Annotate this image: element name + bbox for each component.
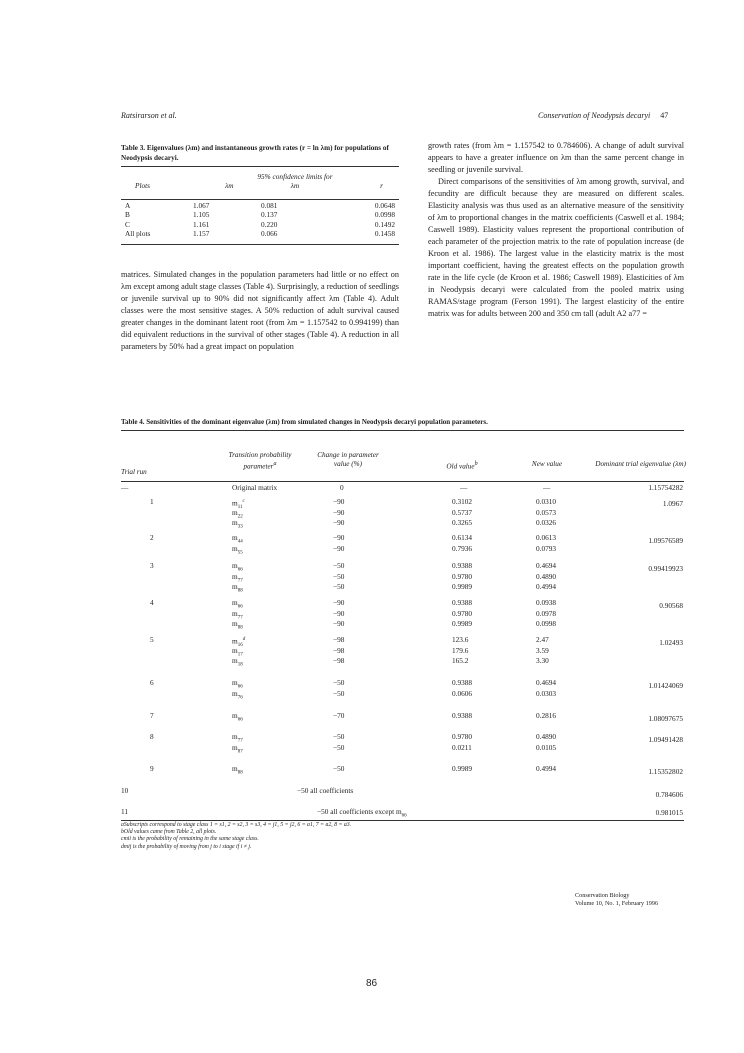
table4-cell: 0.0326 — [536, 518, 557, 528]
table4-cell: −50 — [333, 742, 345, 752]
table4-cell: −50 — [333, 582, 345, 592]
table4-cell: 0.9388 — [452, 711, 473, 720]
table4-col-change: Change in parameter value (%) — [317, 451, 379, 468]
table3-body — [121, 201, 399, 238]
table4-cell: −90 — [333, 507, 345, 517]
param-symbol: m — [232, 543, 238, 553]
right-paragraph-1: growth rates (from λm = 1.157542 to 0.784606). A change of adult survival appears to have a greater influence on λm than the same percent change in seedling or juvenile survival. — [428, 141, 684, 174]
table4-cell: 0.7936 — [452, 543, 473, 553]
table4-title: Table 4. Sensitivities of the dominant eigenvalue (λm) from simulated changes in Neodypsis decaryi population parameters. — [121, 418, 488, 426]
table3-title: Table 3. Eigenvalues (λm) and instantaneous growth rates (r = ln λm) for populations of Neodypsis decaryi. — [121, 144, 389, 162]
table4-eigenvalue: 0.784606 — [655, 790, 683, 799]
table4-cell: 0.4994 — [536, 764, 557, 773]
table4-run: 10 — [121, 786, 129, 795]
table4-all-coefficients: −50 all coefficients — [297, 786, 354, 795]
table3-col-lambda: λm — [225, 181, 234, 191]
param-symbol: m — [232, 678, 238, 687]
journal-name: Conservation Biology — [575, 892, 630, 899]
journal-volume: Volume 10, No. 1, February 1996 — [575, 900, 659, 907]
table4-eigenvalue: 1.0967 — [662, 499, 683, 508]
table4-eigenvalue: 1.01424069 — [648, 681, 683, 690]
table4-cell: 0.0573 — [536, 507, 557, 517]
table4-cell: 3.59 — [536, 645, 549, 655]
table4-col-transition-sup: a — [273, 461, 277, 467]
table4-cell: 0.0211 — [452, 742, 472, 752]
table4-eigenvalue: 1.08097675 — [648, 714, 683, 723]
table4-cell: 0.0606 — [452, 688, 473, 698]
table4-col-old-text: Old value — [446, 462, 475, 471]
table4-cell: 0.0793 — [536, 543, 557, 553]
table4-cell: — — [460, 483, 468, 492]
table4-cell: 0.4890 — [536, 732, 557, 741]
table4-param-cell — [232, 743, 243, 757]
table4-cell: −50 — [333, 571, 345, 581]
table3-cell: 0.081 — [261, 201, 278, 210]
param-subscript: 16 — [237, 642, 243, 648]
table4-run: 6 — [150, 678, 154, 687]
table-row — [121, 210, 399, 219]
page-number: 86 — [366, 978, 378, 989]
table4-cell: −70 — [333, 711, 345, 720]
table4-cell: 0.9388 — [452, 561, 473, 570]
param-symbol: m — [232, 598, 238, 607]
table-row — [121, 220, 399, 229]
footnote-c: cmii is the probability of remaining in the same stage class. — [121, 836, 259, 843]
table4-cell: −90 — [333, 608, 345, 618]
table3-top-rule — [121, 166, 399, 167]
table4-param-cell — [232, 619, 243, 633]
table4-param-cell — [232, 497, 245, 512]
param-subscript: 66 — [237, 684, 243, 690]
param-subscript: 88 — [237, 770, 243, 776]
running-head-species: Neodypsis decaryi — [591, 111, 651, 120]
table4-param-cell — [232, 678, 243, 692]
table4-cell: 0.9989 — [452, 764, 473, 773]
table4-cell: 0.0978 — [536, 608, 557, 618]
right-paragraph-2: Direct comparisons of the sensitivities of λm among growth, survival, and fecundity are difficult because they are measured on different scales. Elasticity analysis was thus used as an alternative measure of the sensitivity of λm to proportional changes in the matrix coefficients (Caswell et al. 1984; Caswell 1989). Elasticity values represent the proportional contribution of each parameter of the projection matrix to the rate of population increase (de Kroon et al. 1986). The largest value in the elasticity matrix is the most important coefficient, having the greatest effects on the population growth rate in the life cycle (de Kroon et al. 1986; Caswell 1989). Elasticities of λm in Neodypsis decaryi were calculated from the pooled matrix using RAMAS/stage program (Ferson 1991). The largest elasticity of the entire matrix was for adults between 200 and 350 cm tall (adult A2 a77 = — [428, 177, 684, 318]
table3-cell: 1.105 — [193, 210, 210, 220]
param-subscript: 77 — [237, 615, 243, 621]
param-symbol: m — [232, 518, 238, 528]
table4-run: 2 — [150, 533, 154, 542]
table4-cell: 0.9780 — [452, 571, 473, 581]
table4-param-cell — [232, 598, 243, 612]
table4-cell: 0.9989 — [452, 582, 473, 592]
table4-param-cell — [232, 635, 245, 650]
table3 — [121, 172, 399, 191]
running-head-authors: Ratsirarson et al. — [121, 111, 177, 120]
table4-param-cell — [232, 689, 243, 703]
table4-param-cell — [232, 572, 243, 586]
table4-cell: −90 — [333, 598, 345, 607]
table4-cell: 123.6 — [452, 635, 469, 644]
table4-col-transition — [222, 451, 298, 471]
param-symbol: m — [232, 711, 238, 720]
table3-header-row — [121, 172, 399, 191]
table3-col-confidence: 95% confidence limits for λm — [257, 172, 333, 191]
table4-param-cell — [232, 561, 243, 575]
footnote-a: aSubscripts correspond to stage class 1 = s1, 2 = s2, 3 = s3, 4 = j1, 5 = j2, 6 = a1, 7 = a2, 8 = a3. — [121, 822, 352, 828]
table4-eigenvalue: 0.99419923 — [648, 564, 683, 573]
param-subscript: 17 — [237, 652, 243, 658]
table4-run: 7 — [150, 711, 154, 720]
table4-eigenvalue: 1.02493 — [659, 638, 683, 647]
param-symbol: m — [232, 645, 238, 655]
table4-param-cell — [232, 711, 243, 725]
table4-run: — — [121, 483, 129, 492]
table4-cell: 0.4694 — [536, 678, 557, 687]
table4-param-cell — [232, 518, 243, 532]
table4-cell: −50 — [333, 732, 345, 741]
table4-cell: −50 — [333, 561, 345, 570]
table4-cell: 179.6 — [452, 645, 469, 655]
table4-cell: 0.0613 — [536, 533, 557, 542]
table3-cell: 0.1492 — [374, 219, 395, 229]
table4-eigenvalue: 1.15754282 — [648, 483, 683, 492]
table4-param-cell — [232, 764, 243, 778]
param-symbol: m — [232, 507, 238, 517]
param-subscript: 44 — [237, 539, 243, 545]
table4-run: 8 — [150, 732, 154, 741]
table4-param-cell — [232, 533, 243, 547]
footnote-d: dmij is the probability of moving from j to i stage if i ≠ j. — [121, 843, 252, 850]
table4-run: 4 — [150, 598, 154, 607]
table4-cell: 0.3265 — [452, 518, 473, 528]
table3-cell: 0.0648 — [374, 201, 395, 210]
param-symbol: m — [232, 533, 238, 542]
table-row — [121, 229, 399, 238]
table3-header-rule — [121, 199, 399, 200]
table4-cell: 0.9388 — [452, 678, 473, 687]
table4-run: 5 — [150, 635, 154, 644]
table4-cell: 0 — [340, 483, 344, 492]
table4-col-new: New value — [531, 460, 563, 468]
param-subscript: 66 — [237, 717, 243, 723]
table4-cell: 165.2 — [452, 656, 469, 666]
param-symbol: m — [232, 582, 238, 592]
table4-cell: 0.2816 — [536, 711, 557, 720]
table4-param-cell — [232, 656, 243, 670]
table4-all-except — [317, 807, 407, 821]
table4-cell: −90 — [333, 518, 345, 528]
table4-col-transition-text: Transition probability parameter — [228, 451, 292, 471]
table4-cell: 0.4694 — [536, 561, 557, 570]
table4-col-old-sup: b — [474, 461, 478, 467]
table3-cell: C — [125, 219, 130, 229]
table4-footnotes — [121, 822, 681, 851]
table3-cell: 0.066 — [261, 228, 278, 238]
table4-cell: −90 — [333, 619, 345, 629]
table3-body-grid — [121, 201, 399, 238]
param-footnote-mark: d — [242, 637, 246, 642]
param-symbol: m — [232, 561, 238, 570]
table4-param-cell — [232, 609, 243, 623]
running-head-page: 47 — [660, 111, 669, 120]
table4-col-old — [442, 460, 482, 471]
table4-run: 1 — [150, 497, 154, 506]
table4-col-dominant: Dominant trial eigenvalue (λm) — [595, 460, 686, 468]
table3-cell: 1.067 — [193, 201, 210, 210]
param-subscript: 11 — [237, 504, 243, 510]
table4-run: 11 — [121, 807, 129, 816]
param-subscript: 55 — [237, 550, 243, 556]
param-subscript: 33 — [237, 524, 243, 530]
running-head-title — [538, 111, 668, 120]
table3-cell: 0.1458 — [374, 228, 395, 238]
table3-col-plots: Plots — [135, 181, 150, 191]
table4-cell: −90 — [333, 543, 345, 553]
param-subscript: 76 — [237, 695, 243, 701]
table4-cell: 0.3102 — [452, 497, 473, 506]
table4-eigenvalue: 1.09576589 — [648, 536, 683, 545]
footnote-b: bOld values came from Table 2, all plots. — [121, 829, 217, 836]
param-subscript: 66 — [401, 813, 407, 819]
table4-cell: 0.5737 — [452, 507, 473, 517]
table4-cell: −98 — [333, 645, 345, 655]
table4-cell: 0.4994 — [536, 582, 557, 592]
table3-cell: 1.161 — [193, 219, 210, 229]
table4-run: 9 — [150, 764, 154, 773]
param-symbol: m — [232, 619, 238, 629]
param-subscript: 88 — [237, 625, 243, 631]
table4-cell: −98 — [333, 635, 345, 644]
param-subscript: 66 — [237, 567, 243, 573]
table3-cell: 1.157 — [193, 228, 210, 238]
param-symbol: m — [232, 732, 238, 741]
table4-col-trial: Trial run — [121, 468, 147, 476]
table4-eigenvalue: 0.90568 — [659, 601, 683, 610]
table3-bottom-rule — [121, 244, 399, 245]
table4-cell: 0.6134 — [452, 533, 473, 542]
param-symbol: m — [232, 608, 238, 618]
param-symbol: m — [232, 742, 238, 752]
table4-cell: 0.4890 — [536, 571, 557, 581]
table-row — [121, 201, 399, 210]
table3-cell: 0.0998 — [374, 210, 395, 220]
table4-cell: −50 — [333, 678, 345, 687]
param-symbol: m — [232, 571, 238, 581]
param-subscript: 22 — [237, 514, 243, 520]
table3-grid — [121, 172, 399, 191]
param-subscript: 18 — [237, 662, 243, 668]
table4-cell: −50 — [333, 764, 345, 773]
table3-cell: 0.220 — [261, 219, 278, 229]
param-symbol: m — [232, 688, 238, 698]
table4-cell: 0.0938 — [536, 598, 557, 607]
journal-footer — [575, 892, 658, 908]
table4-run: 3 — [150, 561, 154, 570]
table4-cell: 0.0998 — [536, 619, 557, 629]
left-column-paragraph: matrices. Simulated changes in the population parameters had little or no effect on λm except among adult stage classes (Table 4). Surprisingly, a reduction of seedlings or juvenile survival up to 90% did not significantly affect λm (Table 4). Adult classes were the most sensitive stages. A 50% reduction of adult survival caused greater changes in the dominant latent root (from λm = 1.157542 to 0.994199) than did equivalent reductions in the survival of other stages (Table 4). A reduction in all parameters by 50% had a great impact on population — [121, 270, 399, 351]
param-footnote-mark: c — [242, 499, 245, 504]
param-symbol: m — [232, 636, 238, 646]
param-subscript: 77 — [237, 738, 243, 744]
table4-eigenvalue: 1.09491428 — [648, 735, 683, 744]
table3-cell: All plots — [125, 228, 151, 238]
table3-cell: A — [125, 201, 131, 210]
table4-cell: 0.9989 — [452, 619, 473, 629]
table4-cell: 3.30 — [536, 656, 549, 666]
all-except-text: −50 all coefficients except m — [317, 807, 402, 816]
param-symbol: m — [232, 764, 238, 773]
table4-param-cell — [232, 646, 243, 660]
table4-cell: — — [543, 483, 551, 492]
table4-cell: −98 — [333, 656, 345, 666]
table4-bottom-rule — [121, 820, 684, 821]
running-head-prefix: Conservation of — [538, 111, 592, 120]
param-symbol: m — [232, 656, 238, 666]
table4-cell: −90 — [333, 533, 345, 542]
right-column — [428, 140, 684, 320]
table3-col-r: r — [380, 181, 383, 191]
table4-cell: 0.0310 — [536, 497, 557, 506]
table4-header-rule — [121, 481, 684, 482]
param-subscript: 77 — [237, 578, 243, 584]
table4-cell: 2.47 — [536, 635, 549, 644]
table4-cell: 0.0303 — [536, 688, 557, 698]
table4-cell: 0.9388 — [452, 598, 473, 607]
table4-cell: −90 — [333, 497, 345, 506]
param-subscript: 88 — [237, 588, 243, 594]
param-subscript: 66 — [237, 604, 243, 610]
table3-cell: B — [125, 210, 130, 220]
table4-param-cell — [232, 508, 243, 522]
table4-cell: 0.0105 — [536, 742, 557, 752]
table4-param-cell — [232, 582, 243, 596]
table4-eigenvalue: 1.15352802 — [648, 767, 683, 776]
table4-param-cell — [232, 544, 243, 558]
table4-cell: −50 — [333, 688, 345, 698]
table4-eigenvalue: 0.981015 — [655, 808, 683, 817]
param-symbol: m — [232, 498, 238, 508]
table4-param-original: Original matrix — [232, 483, 278, 492]
table4-cell: 0.9780 — [452, 732, 473, 741]
table4-param-cell — [232, 732, 243, 746]
table4-cell: 0.9780 — [452, 608, 473, 618]
table4-top-rule — [121, 430, 684, 431]
table3-cell: 0.137 — [261, 210, 278, 220]
param-subscript: 87 — [237, 749, 243, 755]
